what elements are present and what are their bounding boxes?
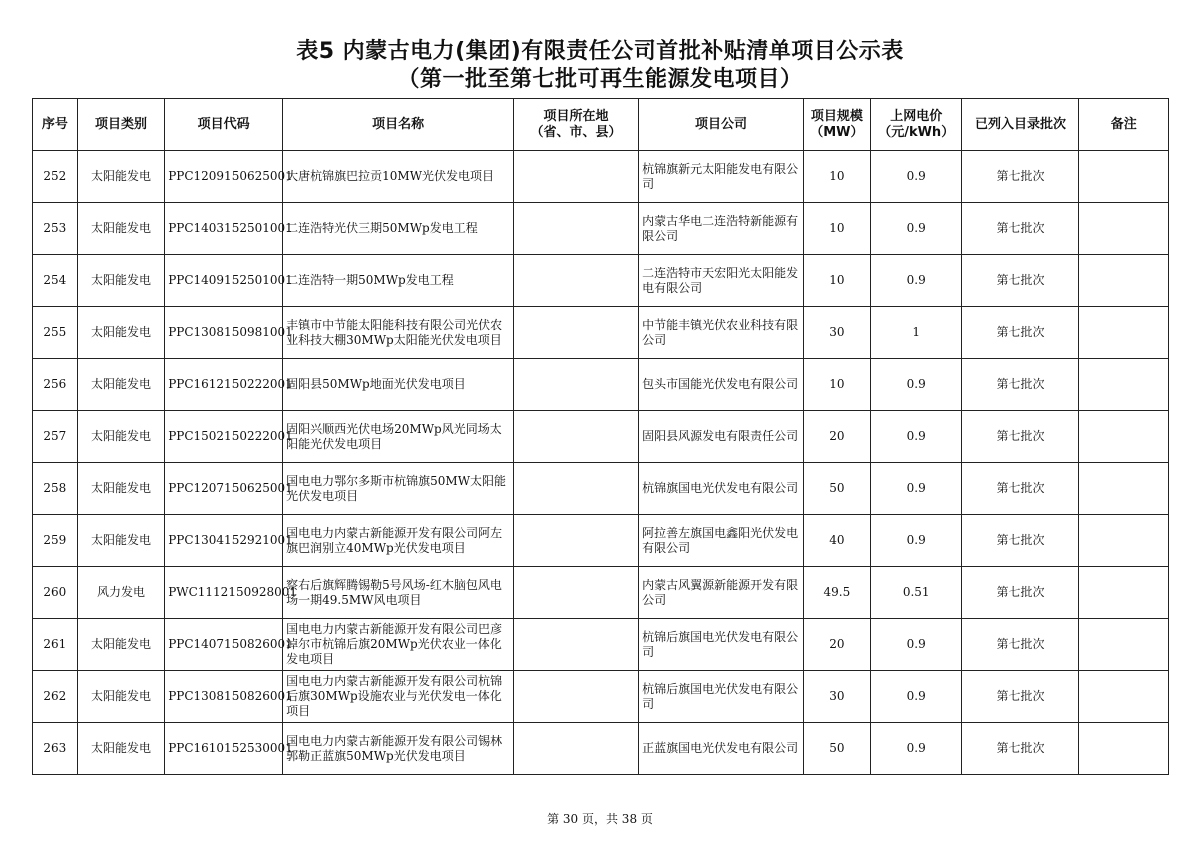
cell-price: 0.9 bbox=[870, 359, 962, 411]
cell-location bbox=[514, 515, 639, 567]
cell-company: 正蓝旗国电光伏发电有限公司 bbox=[639, 723, 804, 775]
header-seq: 序号 bbox=[33, 99, 78, 151]
cell-company: 杭锦旗国电光伏发电有限公司 bbox=[639, 463, 804, 515]
cell-code: PPC1403152501001 bbox=[165, 203, 283, 255]
cell-seq: 253 bbox=[33, 203, 78, 255]
cell-code: PPC1409152501001 bbox=[165, 255, 283, 307]
cell-location bbox=[514, 203, 639, 255]
header-name: 项目名称 bbox=[283, 99, 514, 151]
cell-seq: 256 bbox=[33, 359, 78, 411]
cell-remark bbox=[1079, 671, 1169, 723]
cell-price: 0.9 bbox=[870, 515, 962, 567]
cell-seq: 258 bbox=[33, 463, 78, 515]
cell-remark bbox=[1079, 359, 1169, 411]
cell-batch: 第七批次 bbox=[962, 723, 1079, 775]
cell-scale: 30 bbox=[803, 671, 870, 723]
cell-location bbox=[514, 463, 639, 515]
cell-scale: 40 bbox=[803, 515, 870, 567]
header-company: 项目公司 bbox=[639, 99, 804, 151]
cell-price: 0.51 bbox=[870, 567, 962, 619]
cell-price: 0.9 bbox=[870, 151, 962, 203]
cell-code: PPC1407150826001 bbox=[165, 619, 283, 671]
header-category: 项目类别 bbox=[77, 99, 164, 151]
header-code: 项目代码 bbox=[165, 99, 283, 151]
page-title: 表5 内蒙古电力(集团)有限责任公司首批补贴清单项目公示表 bbox=[296, 39, 904, 64]
cell-price: 1 bbox=[870, 307, 962, 359]
cell-remark bbox=[1079, 619, 1169, 671]
cell-batch: 第七批次 bbox=[962, 567, 1079, 619]
cell-company: 包头市国能光伏发电有限公司 bbox=[639, 359, 804, 411]
cell-company: 内蒙古华电二连浩特新能源有限公司 bbox=[639, 203, 804, 255]
cell-price: 0.9 bbox=[870, 723, 962, 775]
table-row bbox=[33, 359, 1169, 411]
cell-remark bbox=[1079, 567, 1169, 619]
table-header-row bbox=[33, 99, 1169, 151]
cell-code: PPC1308150826001 bbox=[165, 671, 283, 723]
cell-code: PPC1610152530001 bbox=[165, 723, 283, 775]
cell-batch: 第七批次 bbox=[962, 463, 1079, 515]
cell-location bbox=[514, 723, 639, 775]
cell-price: 0.9 bbox=[870, 463, 962, 515]
cell-remark bbox=[1079, 151, 1169, 203]
table-row bbox=[33, 515, 1169, 567]
cell-remark bbox=[1079, 463, 1169, 515]
cell-company: 杭锦后旗国电光伏发电有限公司 bbox=[639, 671, 804, 723]
cell-category: 太阳能发电 bbox=[77, 411, 164, 463]
cell-price: 0.9 bbox=[870, 671, 962, 723]
cell-name: 固阳兴顺西光伏电场20MWp风光同场太阳能光伏发电项目 bbox=[283, 411, 514, 463]
cell-name: 固阳县50MWp地面光伏发电项目 bbox=[283, 359, 514, 411]
cell-category: 太阳能发电 bbox=[77, 255, 164, 307]
cell-seq: 257 bbox=[33, 411, 78, 463]
cell-remark bbox=[1079, 255, 1169, 307]
cell-seq: 255 bbox=[33, 307, 78, 359]
table-row bbox=[33, 151, 1169, 203]
cell-scale: 20 bbox=[803, 619, 870, 671]
cell-category: 风力发电 bbox=[77, 567, 164, 619]
cell-name: 国电电力内蒙古新能源开发有限公司杭锦后旗30MWp设施农业与光伏发电一体化项目 bbox=[283, 671, 514, 723]
table-row bbox=[33, 463, 1169, 515]
cell-company: 内蒙古风翼源新能源开发有限公司 bbox=[639, 567, 804, 619]
cell-batch: 第七批次 bbox=[962, 307, 1079, 359]
cell-scale: 20 bbox=[803, 411, 870, 463]
cell-name: 国电电力鄂尔多斯市杭锦旗50MW太阳能光伏发电项目 bbox=[283, 463, 514, 515]
cell-price: 0.9 bbox=[870, 619, 962, 671]
cell-seq: 260 bbox=[33, 567, 78, 619]
cell-batch: 第七批次 bbox=[962, 255, 1079, 307]
header-batch: 已列入目录批次 bbox=[962, 99, 1079, 151]
page-subtitle: （第一批至第七批可再生能源发电项目） bbox=[397, 67, 803, 92]
cell-seq: 254 bbox=[33, 255, 78, 307]
cell-remark bbox=[1079, 723, 1169, 775]
cell-name: 大唐杭锦旗巴拉贡10MW光伏发电项目 bbox=[283, 151, 514, 203]
cell-name: 国电电力内蒙古新能源开发有限公司阿左旗巴润别立40MWp光伏发电项目 bbox=[283, 515, 514, 567]
table-row bbox=[33, 203, 1169, 255]
cell-batch: 第七批次 bbox=[962, 515, 1079, 567]
table-row bbox=[33, 723, 1169, 775]
cell-scale: 10 bbox=[803, 151, 870, 203]
cell-category: 太阳能发电 bbox=[77, 463, 164, 515]
cell-name: 丰镇市中节能太阳能科技有限公司光伏农业科技大棚30MWp太阳能光伏发电项目 bbox=[283, 307, 514, 359]
cell-company: 固阳县风源发电有限责任公司 bbox=[639, 411, 804, 463]
table-row bbox=[33, 411, 1169, 463]
cell-seq: 252 bbox=[33, 151, 78, 203]
cell-code: PPC1308150981001 bbox=[165, 307, 283, 359]
cell-batch: 第七批次 bbox=[962, 359, 1079, 411]
table-row bbox=[33, 619, 1169, 671]
cell-price: 0.9 bbox=[870, 255, 962, 307]
cell-scale: 50 bbox=[803, 463, 870, 515]
cell-name: 二连浩特光伏三期50MWp发电工程 bbox=[283, 203, 514, 255]
cell-location bbox=[514, 671, 639, 723]
cell-company: 杭锦旗新元太阳能发电有限公司 bbox=[639, 151, 804, 203]
cell-batch: 第七批次 bbox=[962, 619, 1079, 671]
cell-scale: 10 bbox=[803, 255, 870, 307]
cell-category: 太阳能发电 bbox=[77, 619, 164, 671]
cell-batch: 第七批次 bbox=[962, 671, 1079, 723]
cell-scale: 49.5 bbox=[803, 567, 870, 619]
cell-location bbox=[514, 359, 639, 411]
cell-location bbox=[514, 255, 639, 307]
cell-remark bbox=[1079, 203, 1169, 255]
table-body bbox=[33, 151, 1169, 775]
cell-code: PPC1502150222001 bbox=[165, 411, 283, 463]
cell-location bbox=[514, 619, 639, 671]
cell-price: 0.9 bbox=[870, 203, 962, 255]
header-price: 上网电价 （元/kWh） bbox=[870, 99, 962, 151]
cell-code: PPC1612150222001 bbox=[165, 359, 283, 411]
cell-name: 国电电力内蒙古新能源开发有限公司巴彦淖尔市杭锦后旗20MWp光伏农业一体化发电项目 bbox=[283, 619, 514, 671]
cell-code: PPC1207150625001 bbox=[165, 463, 283, 515]
cell-batch: 第七批次 bbox=[962, 411, 1079, 463]
cell-code: PPC1304152921001 bbox=[165, 515, 283, 567]
cell-scale: 10 bbox=[803, 359, 870, 411]
table-row bbox=[33, 671, 1169, 723]
cell-batch: 第七批次 bbox=[962, 151, 1079, 203]
cell-batch: 第七批次 bbox=[962, 203, 1079, 255]
cell-name: 察右后旗辉腾锡勒5号风场-红木脑包风电场一期49.5MW风电项目 bbox=[283, 567, 514, 619]
cell-category: 太阳能发电 bbox=[77, 723, 164, 775]
cell-category: 太阳能发电 bbox=[77, 307, 164, 359]
cell-category: 太阳能发电 bbox=[77, 515, 164, 567]
table-row bbox=[33, 567, 1169, 619]
cell-location bbox=[514, 151, 639, 203]
cell-price: 0.9 bbox=[870, 411, 962, 463]
cell-name: 二连浩特一期50MWp发电工程 bbox=[283, 255, 514, 307]
header-location: 项目所在地 （省、市、县） bbox=[514, 99, 639, 151]
project-table bbox=[32, 98, 1169, 775]
cell-seq: 262 bbox=[33, 671, 78, 723]
cell-location bbox=[514, 307, 639, 359]
cell-seq: 261 bbox=[33, 619, 78, 671]
cell-scale: 10 bbox=[803, 203, 870, 255]
cell-category: 太阳能发电 bbox=[77, 671, 164, 723]
cell-category: 太阳能发电 bbox=[77, 151, 164, 203]
header-remark: 备注 bbox=[1079, 99, 1169, 151]
header-scale: 项目规模 （MW） bbox=[803, 99, 870, 151]
cell-category: 太阳能发电 bbox=[77, 359, 164, 411]
table-row bbox=[33, 255, 1169, 307]
cell-category: 太阳能发电 bbox=[77, 203, 164, 255]
cell-company: 二连浩特市天宏阳光太阳能发电有限公司 bbox=[639, 255, 804, 307]
cell-remark bbox=[1079, 307, 1169, 359]
table-row bbox=[33, 307, 1169, 359]
cell-seq: 259 bbox=[33, 515, 78, 567]
cell-location bbox=[514, 567, 639, 619]
cell-company: 阿拉善左旗国电鑫阳光伏发电有限公司 bbox=[639, 515, 804, 567]
cell-scale: 50 bbox=[803, 723, 870, 775]
cell-seq: 263 bbox=[33, 723, 78, 775]
page-number: 第 30 页，共 38 页 bbox=[547, 812, 653, 826]
cell-company: 中节能丰镇光伏农业科技有限公司 bbox=[639, 307, 804, 359]
cell-code: PWC1112150928001 bbox=[165, 567, 283, 619]
cell-scale: 30 bbox=[803, 307, 870, 359]
cell-remark bbox=[1079, 515, 1169, 567]
cell-code: PPC1209150625001 bbox=[165, 151, 283, 203]
cell-name: 国电电力内蒙古新能源开发有限公司锡林郭勒正蓝旗50MWp光伏发电项目 bbox=[283, 723, 514, 775]
cell-company: 杭锦后旗国电光伏发电有限公司 bbox=[639, 619, 804, 671]
cell-remark bbox=[1079, 411, 1169, 463]
cell-location bbox=[514, 411, 639, 463]
